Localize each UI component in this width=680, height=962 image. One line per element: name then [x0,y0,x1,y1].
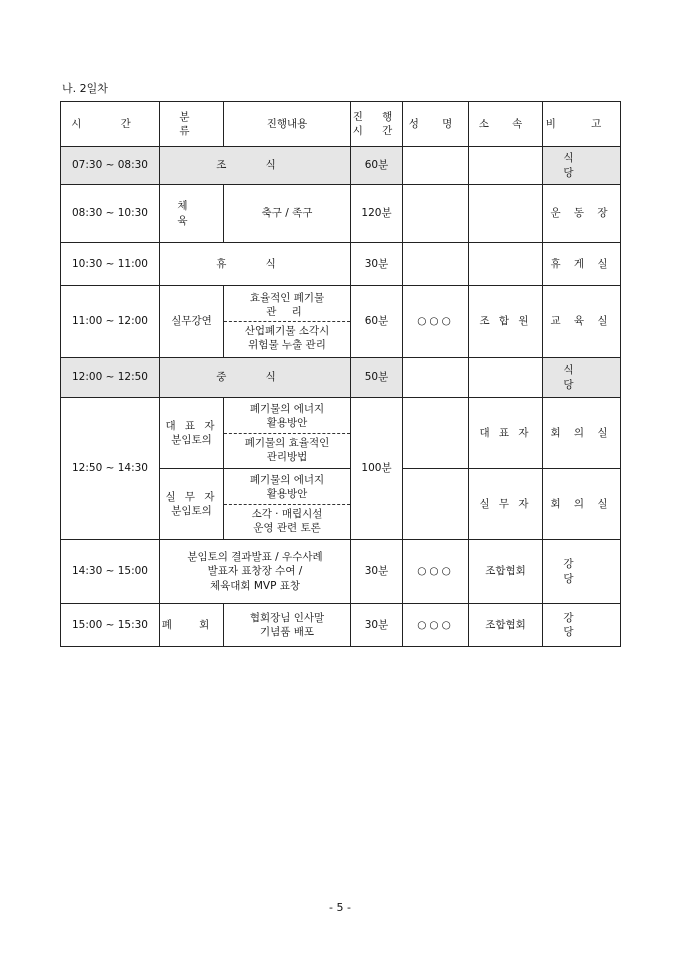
content-cell: 축구 / 족구 [224,185,351,243]
duration-cell: 60분 [351,147,403,185]
affiliation-cell: 대 표 자 [469,398,543,469]
header-duration [351,102,403,147]
name-cell [403,469,469,540]
affiliation-cell [469,147,543,185]
category-line: 실 무 자 [165,490,218,503]
merged-activity-cell: 중 식 [160,358,351,398]
content-cell [224,398,351,469]
table-row [61,398,621,469]
name-cell [403,358,469,398]
duration-cell: 30분 [351,540,403,604]
duration-cell: 30분 [351,604,403,647]
header-row [61,102,621,147]
content-line: 폐기물의 에너지 [249,403,325,416]
affiliation-cell [469,243,543,286]
duration-cell: 100분 [351,398,403,540]
time-cell: 12:50 ~ 14:30 [61,398,160,540]
duration-cell: 60분 [351,286,403,358]
remarks-cell: 식 당 [543,358,621,398]
header-affiliation: 소 속 [469,102,543,147]
name-cell [403,185,469,243]
time-cell: 11:00 ~ 12:00 [61,286,160,358]
content-line: 운영 관련 토론 [253,521,321,534]
name-cell: ○○○ [403,604,469,647]
schedule-table [60,101,621,647]
duration-cell: 30분 [351,243,403,286]
content-sub-item [224,471,350,504]
content-line: 폐기물의 효율적인 [244,436,330,449]
remarks-cell: 운 동 장 [543,185,621,243]
content-line: 산업폐기물 소각시 [244,325,330,337]
content-sub-item [224,400,350,433]
merged-activity-cell [160,540,351,604]
section-title: 나. 2일차 [62,82,108,95]
table-row [61,540,621,604]
name-cell: ○○○ [403,286,469,358]
name-cell: ○○○ [403,540,469,604]
content-line: 폐기물의 에너지 [249,474,325,487]
remarks-cell: 회 의 실 [543,398,621,469]
header-time: 시 간 [61,102,160,147]
header-name: 성 명 [403,102,469,147]
category-cell: 폐 회 [160,604,224,647]
time-cell: 08:30 ~ 10:30 [61,185,160,243]
content-line: 관 리 [266,305,308,318]
remarks-cell: 식 당 [543,147,621,185]
remarks-cell: 교 육 실 [543,286,621,358]
content-cell [224,286,351,358]
category-line: 대 표 자 [165,419,218,432]
table-row [61,185,621,243]
content-sub-item [224,505,350,537]
category-line: 분임토의 [171,434,212,446]
table-row [61,358,621,398]
header-duration-line1: 진 행 [352,110,401,123]
time-cell: 10:30 ~ 11:00 [61,243,160,286]
category-cell: 체 육 [160,185,224,243]
content-line: 기념품 배포 [259,626,315,638]
category-cell: 실무강연 [160,286,224,358]
content-cell [224,604,351,647]
affiliation-cell: 실 무 자 [469,469,543,540]
name-cell [403,243,469,286]
content-sub-item [224,289,350,322]
time-cell: 15:00 ~ 15:30 [61,604,160,647]
merged-activity-cell: 조 식 [160,147,351,185]
affiliation-cell: 조합협회 [469,604,543,647]
content-line: 활용방안 [266,417,308,430]
table-row [61,243,621,286]
remarks-cell: 휴 게 실 [543,243,621,286]
content-line: 관리방법 [266,450,308,463]
time-cell: 14:30 ~ 15:00 [61,540,160,604]
remarks-cell: 회 의 실 [543,469,621,540]
activity-line: 발표자 표창장 수여 / [207,565,303,578]
affiliation-cell: 조합협회 [469,540,543,604]
affiliation-cell [469,185,543,243]
table-row [61,604,621,647]
content-line: 활용방안 [266,488,308,501]
header-duration-line2: 시 간 [352,125,401,137]
header-remarks: 비 고 [543,102,621,147]
content-sub-item [224,434,350,466]
activity-line: 체육대회 MVP 표창 [209,579,301,592]
remarks-cell: 강 당 [543,540,621,604]
content-line: 소각 · 매립시설 [251,507,323,520]
category-line: 분임토의 [171,505,212,517]
merged-activity-cell: 휴 식 [160,243,351,286]
name-cell [403,398,469,469]
content-sub-item [224,322,350,354]
page-number: - 5 - [329,901,351,914]
content-cell [224,469,351,540]
remarks-cell: 강 당 [543,604,621,647]
time-cell: 07:30 ~ 08:30 [61,147,160,185]
table-row [61,286,621,358]
table-row [61,147,621,185]
name-cell [403,147,469,185]
category-cell [160,469,224,540]
content-line: 효율적인 폐기물 [249,291,325,304]
content-line: 위험물 누출 관리 [248,339,326,352]
affiliation-cell: 조 합 원 [469,286,543,358]
category-cell [160,398,224,469]
activity-line: 분임토의 결과발표 / 우수사례 [187,551,323,564]
header-category: 분 류 [160,102,224,147]
content-line: 협회장님 인사말 [249,611,325,624]
time-cell: 12:00 ~ 12:50 [61,358,160,398]
duration-cell: 50분 [351,358,403,398]
duration-cell: 120분 [351,185,403,243]
header-content: 진행내용 [224,102,351,147]
affiliation-cell [469,358,543,398]
